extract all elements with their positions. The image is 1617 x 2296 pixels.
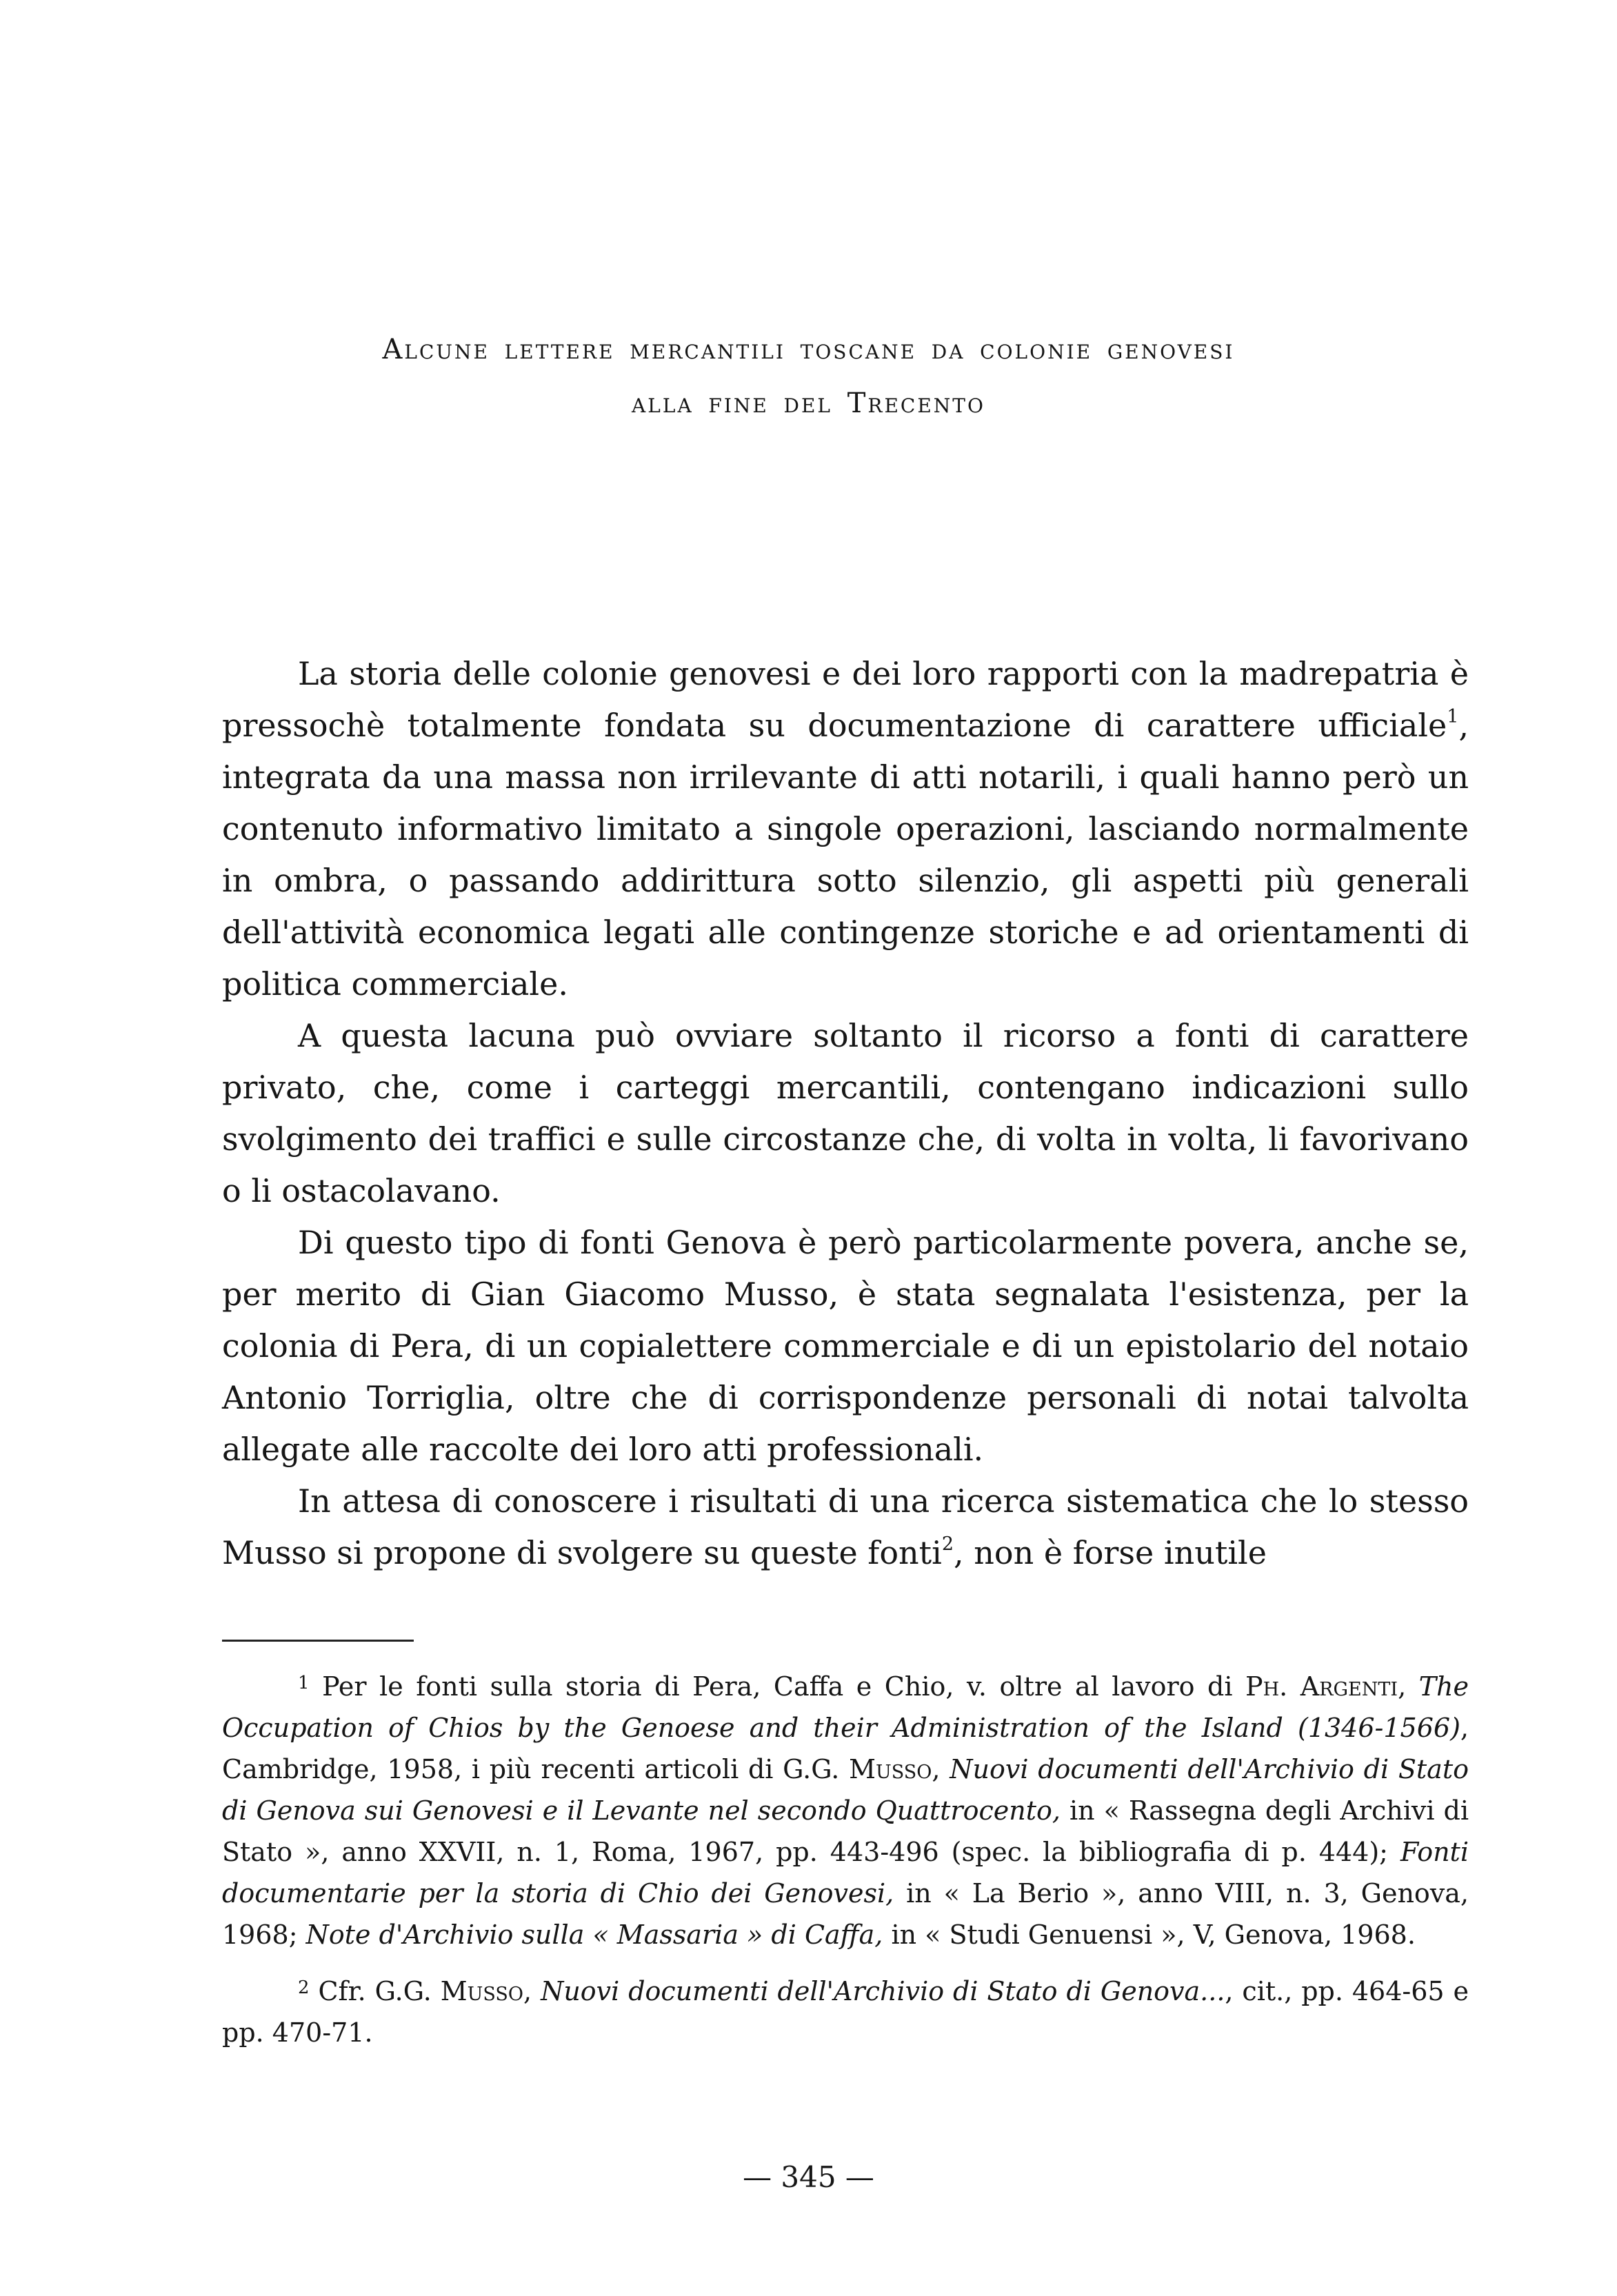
footnote-2-text: , cit., pp. 464-65 e pp. 470-71.	[222, 1976, 1469, 2048]
footnote-1-work-title: The Occupation of Chios by the Genoese and their Administration of the Island (1346-1566)	[222, 1671, 1469, 1743]
paragraph-3: Di questo tipo di fonti Genova è però particolarmente povera, anche se, per merito di Gian Giacomo Musso, è stata segnalata l'esistenza, per la colonia di Pera, di un copialettere commerciale e di un epistolario del notaio Antonio Torriglia, oltre che di corrispondenze personali di notai talvolta allegate alle raccolte dei loro atti professionali.	[222, 1224, 1469, 1468]
footnote-1-work-title: Fonti documentarie per la storia di Chio dei Genovesi,	[222, 1837, 1469, 1909]
paragraph-4-text-a: In attesa di conoscere i risultati di una ricerca sistematica che lo stesso Musso si propone di svolgere su queste fonti	[222, 1482, 1469, 1571]
footnotes	[222, 1666, 1469, 2053]
footnote-1-text: in « Studi Genuensi », V, Genova, 1968.	[891, 1920, 1416, 1950]
footnote-2-text: Cfr. G.G.	[318, 1976, 432, 2006]
chapter-title	[0, 323, 1617, 430]
footnote-1	[222, 1666, 1469, 1955]
footnote-2-text: ,	[523, 1976, 532, 2006]
body-text	[222, 648, 1469, 1579]
paragraph-2: A questa lacuna può ovviare soltanto il ricorso a fonti di carattere privato, che, come i carteggi mercantili, contengano indicazioni sullo svolgimento dei traffici e sulle circostanze che, di volta in volta, li favorivano o li ostacolavano.	[222, 1017, 1469, 1209]
footnote-1-author-musso: Musso	[849, 1754, 932, 1784]
footnote-1-author-argenti: Ph. Argenti	[1245, 1671, 1398, 1702]
footnote-1-text: in « La Berio », anno VIII, n. 3, Genova, 1968;	[222, 1878, 1469, 1950]
footnote-2-number: 2	[298, 1977, 310, 1998]
page-number: — 345 —	[743, 2160, 874, 2194]
paragraph-1-text-a: La storia delle colonie genovesi e dei loro rapporti con la madrepatria è pressochè totalmente fondata su documentazione di carattere ufficiale	[222, 655, 1469, 744]
footnote-1-work-title: Nuovi documenti dell'Archivio di Stato di Genova sui Genovesi e il Levante nel secondo Quattrocento,	[222, 1754, 1469, 1826]
chapter-title-line-2: alla fine del Trecento	[632, 387, 985, 419]
paragraph-1	[222, 648, 1469, 1010]
footnote-2-author-musso: Musso	[440, 1976, 524, 2006]
footnote-1-text: ,	[932, 1754, 941, 1784]
footnote-1-text: , Cambridge, 1958, i più recenti articoli di G.G.	[222, 1713, 1469, 1784]
footnote-2	[222, 1971, 1469, 2053]
chapter-title-line-1: Alcune lettere mercantili toscane da colonie genovesi	[382, 334, 1235, 365]
paragraph-4-text-b: , non è forse inutile	[954, 1534, 1267, 1571]
footnote-ref-1: 1	[1447, 706, 1459, 727]
footnote-1-text: Per le fonti sulla storia di Pera, Caffa e Chio, v. oltre al lavoro di	[322, 1671, 1233, 1702]
paragraph-1-text-b: , integrata da una massa non irrilevante di atti notarili, i quali hanno però un contenuto informativo limitato a singole operazioni, lasciando normalmente in ombra, o passando addirittura sotto silenzio, gli aspetti più generali dell'attività economica legati alle contingenze storiche e ad orientamenti di politica commerciale.	[222, 707, 1469, 1003]
footnote-1-text: ,	[1398, 1671, 1407, 1702]
footnote-1-text: in « Rassegna degli Archivi di Stato », anno XXVII, n. 1, Roma, 1967, pp. 443-496 (spec. la bibliografia di p. 444);	[222, 1795, 1469, 1867]
footnote-1-work-title: Note d'Archivio sulla « Massaria » di Caffa,	[305, 1920, 883, 1950]
paragraph-4	[222, 1476, 1469, 1579]
footnote-2-work-title: Nuovi documenti dell'Archivio di Stato di Genova...	[541, 1976, 1225, 2006]
footnote-1-number: 1	[298, 1673, 310, 1693]
footnote-separator	[222, 1640, 414, 1642]
footnote-ref-2: 2	[941, 1533, 954, 1555]
